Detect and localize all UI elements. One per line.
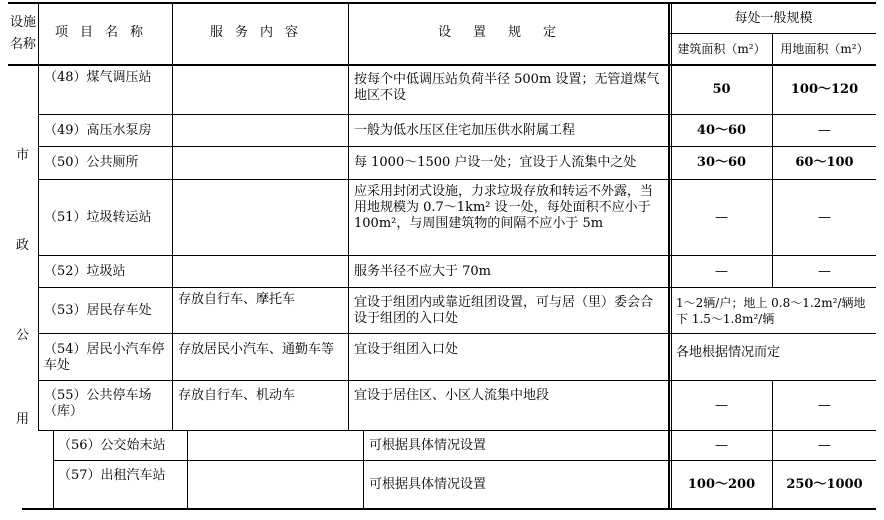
lower-col-line-service — [363, 430, 364, 508]
row-57-build: 100～200 — [687, 476, 756, 492]
row-57-land: 250～1000 — [786, 476, 863, 492]
row-48-build: 50 — [712, 81, 731, 97]
row-53-rule: 宜设于组团内或靠近组团设置，可与居（里）委会合设于组团的入口处 — [354, 295, 654, 326]
header-facility-line2: 名称 — [9, 37, 36, 52]
row-56-name: （56）公交始末站 — [58, 437, 166, 453]
header-scale-group: 每处一般规模 — [734, 10, 813, 26]
row-54-scale: 各地根据情况而定 — [676, 345, 781, 360]
row-57-name: （57）出租汽车站 — [58, 468, 166, 483]
row-48-land: 100～120 — [790, 81, 859, 97]
category-char: 市 — [16, 148, 30, 163]
row-56-land: — — [818, 437, 831, 453]
lower-col-line-rule — [668, 430, 670, 508]
header-land-area: 用地面积（m²） — [780, 42, 869, 56]
row-54-name: （54）居民小汽车停车处 — [44, 342, 165, 373]
row-55-land: — — [818, 397, 831, 413]
category-label — [8, 66, 38, 430]
row-52-rule: 服务半径不应大于 70m — [354, 263, 492, 279]
row-48-rule: 按每个中低调压站负荷半径 500m 设置；无管道煤气地区不设 — [354, 72, 660, 103]
row-51-build: — — [715, 209, 728, 225]
col-line-rule — [668, 2, 670, 430]
row-49-name: （49）高压水泵房 — [44, 122, 152, 138]
category-char: 用 — [16, 412, 30, 427]
row-52-land: — — [818, 263, 831, 279]
header-facility-label — [8, 6, 38, 62]
col-line-category — [38, 2, 39, 430]
row-56-build: — — [715, 437, 728, 453]
row-52-build: — — [715, 263, 728, 279]
row-49-build: 40～60 — [696, 122, 747, 138]
row-54-rule: 宜设于组团入口处 — [354, 342, 459, 357]
header-rule: 设置规定 — [437, 25, 578, 40]
row-50-rule: 每 1000～1500 户设一处；宜设于人流集中之处 — [354, 155, 637, 170]
row-50-name: （50）公共厕所 — [44, 155, 139, 170]
row-52-name: （52）垃圾站 — [44, 263, 126, 279]
col-line-service — [348, 2, 349, 430]
row-53-service: 存放自行车、摩托车 — [178, 292, 296, 307]
row-50-build: 30～60 — [696, 155, 747, 170]
row-51-name: （51）垃圾转运站 — [44, 209, 152, 225]
row-55-service: 存放自行车、机动车 — [178, 388, 296, 403]
row-53-name: （53）居民存车处 — [44, 302, 152, 318]
lower-col-line-name — [187, 430, 188, 508]
lower-col-line-left — [53, 430, 54, 508]
row-55-build: — — [715, 397, 728, 413]
row-50-land: 60～100 — [795, 155, 854, 170]
row-line — [38, 333, 876, 334]
table-bottom-border — [22, 508, 876, 510]
header-service: 服务内容 — [209, 25, 310, 40]
category-char: 政 — [16, 238, 30, 253]
header-item-name: 项目名称 — [54, 25, 155, 40]
row-56-rule: 可根据具体情况设置 — [369, 437, 487, 453]
row-57-rule: 可根据具体情况设置 — [369, 476, 487, 492]
row-51-rule: 应采用封闭式设施，力求垃圾存放和转运不外露，当用地规模为 0.7～1km² 设一处，每处面积不应小于 100m²，与周围建筑物的间隔不应小于 5m — [354, 184, 654, 231]
row-54-service: 存放居民小汽车、通勤车等 — [178, 342, 335, 357]
category-char: 公 — [16, 328, 30, 343]
row-55-name: （55）公共停车场（库） — [44, 388, 152, 419]
header-facility-line1: 设施 — [9, 15, 36, 30]
row-53-scale: 1～2辆/户；地上 0.8～1.2m²/辆地下 1.5～1.8m²/辆 — [676, 296, 866, 326]
row-48-name: （48）煤气调压站 — [44, 70, 152, 85]
row-49-rule: 一般为低水压区住宅加压供水附属工程 — [354, 122, 576, 138]
col-line-name — [172, 2, 173, 430]
header-build-area: 建筑面积（m²） — [677, 42, 766, 56]
row-49-land: — — [818, 122, 831, 138]
row-51-land: — — [818, 209, 831, 225]
row-55-rule: 宜设于居住区、小区人流集中地段 — [354, 388, 550, 403]
